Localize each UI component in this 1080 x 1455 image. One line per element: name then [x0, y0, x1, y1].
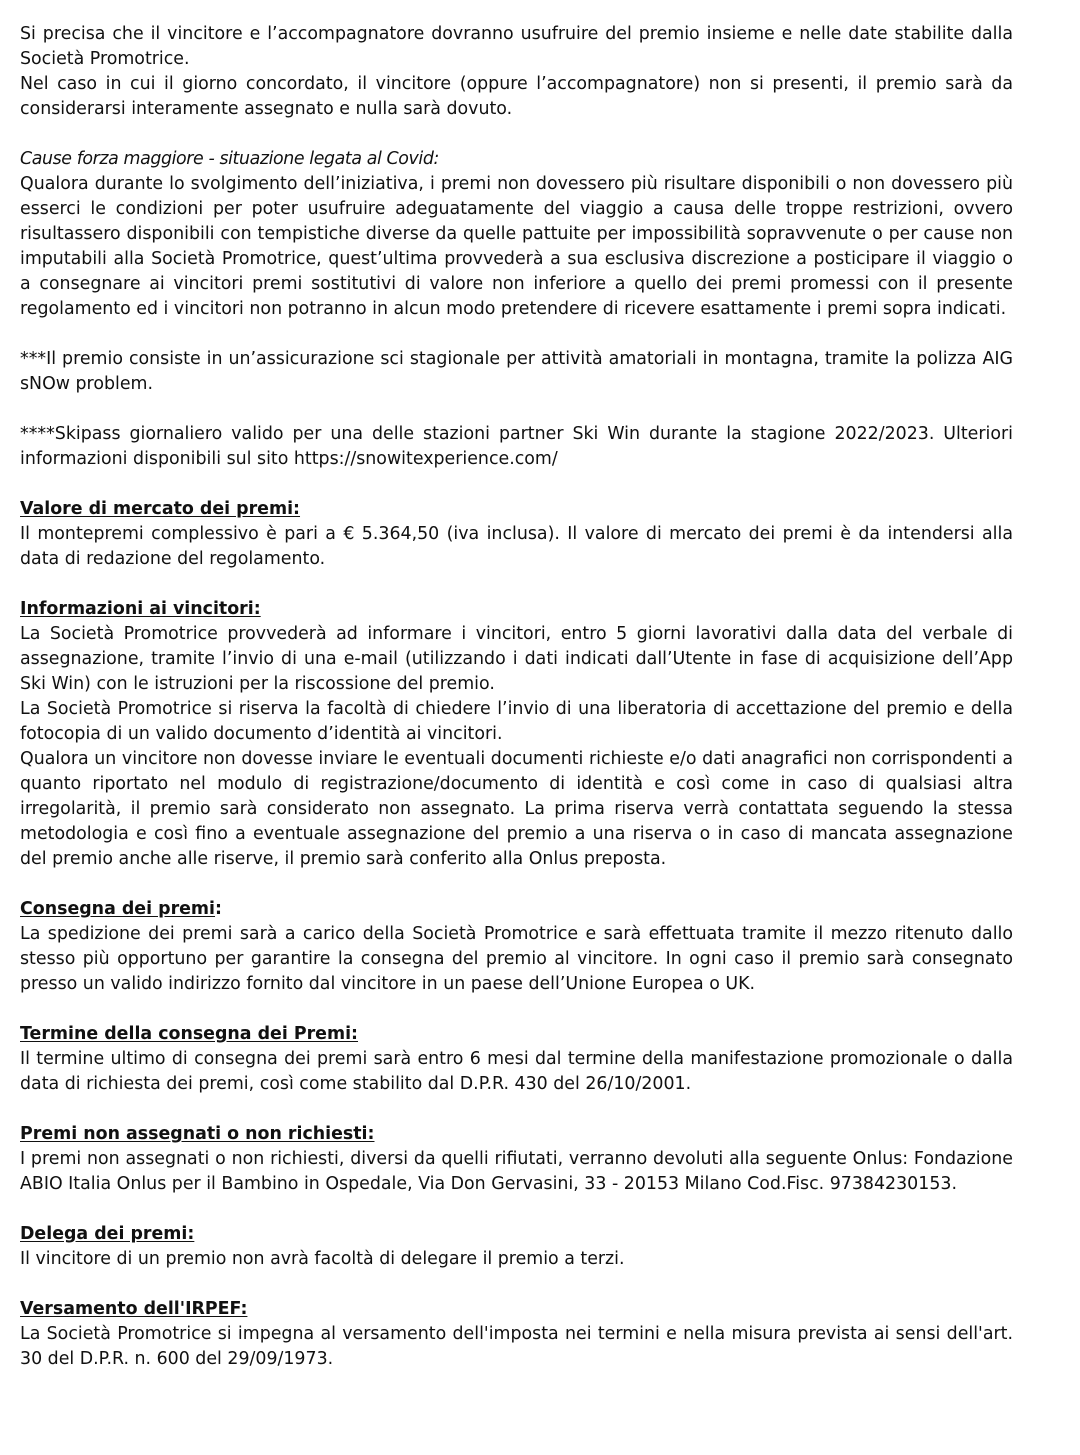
- covid-paragraph: Qualora durante lo svolgimento dell’iniziativa, i premi non dovessero più risultare disponibili o non dovessero più esserci le condizioni per poter usufruire adeguatamente del viaggio a causa delle troppe restrizioni, ovvero risultassero disponibili con tempistiche diverse da quelle pattuite per impossibilità sopravvenute o per cause non imputabili alla Società Promotrice, quest’ultima provvederà a sua esclusiva discrezione a posticipare il viaggio o a consegnare ai vincitori premi sostitutivi di valore non inferiore a quello dei premi promessi con il presente regolamento ed i vincitori non potranno in alcun modo pretendere di ricevere esattamente i premi sopra indicati.: [20, 174, 1013, 319]
- section-heading-delega: Delega dei premi:: [20, 1224, 195, 1244]
- section-irpef-text: La Società Promotrice si impegna al versamento dell'imposta nei termini e nella misura prevista ai sensi dell'art. 30 del D.P.R. n. 600 del 29/09/1973.: [20, 1324, 1013, 1369]
- section-heading-termine: Termine della consegna dei Premi:: [20, 1024, 359, 1044]
- section-informazioni-text-3: Qualora un vincitore non dovesse inviare le eventuali documenti richieste e/o dati anagrafici non corrispondenti a quanto riportato nel modulo di registrazione/documento di identità e così come in caso di qualsiasi altra irregolarità, il premio sarà considerato non assegnato. La prima riserva verrà contattata seguendo la stessa metodologia e così fino a eventuale assegnazione del premio a una riserva o in caso di mancata assegnazione del premio anche alle riserve, il premio sarà conferito alla Onlus preposta.: [20, 749, 1013, 869]
- section-informazioni-text-2: La Società Promotrice si riserva la facoltà di chiedere l’invio di una liberatoria di accettazione del premio e della fotocopia di un valido documento d’identità ai vincitori.: [20, 699, 1013, 744]
- section-heading-non-assegnati: Premi non assegnati o non richiesti:: [20, 1124, 375, 1144]
- section-delega: [20, 1222, 1013, 1247]
- spacer: [20, 1097, 1013, 1122]
- section-heading-irpef: Versamento dell'IRPEF:: [20, 1299, 248, 1319]
- spacer: [20, 1272, 1013, 1297]
- section-termine: [20, 1022, 1013, 1047]
- spacer: [20, 572, 1013, 597]
- section-valore: [20, 497, 1013, 522]
- spacer: [20, 872, 1013, 897]
- covid-title: Cause forza maggiore - situazione legata al Covid:: [20, 149, 439, 169]
- section-informazioni: [20, 597, 1013, 622]
- document-page: [20, 22, 1013, 1372]
- intro-paragraph-1: Si precisa che il vincitore e l’accompagnatore dovranno usufruire del premio insieme e nelle date stabilite dalla Società Promotrice.: [20, 24, 1013, 69]
- spacer: [20, 122, 1013, 147]
- section-valore-text: Il montepremi complessivo è pari a € 5.364,50 (iva inclusa). Il valore di mercato dei premi è da intendersi alla data di redazione del regolamento.: [20, 524, 1013, 569]
- note-quad-star: ****Skipass giornaliero valido per una delle stazioni partner Ski Win durante la stagione 2022/2023. Ulteriori informazioni disponibili sul sito https://snowitexperience.com/: [20, 424, 1013, 469]
- section-non-assegnati: [20, 1122, 1013, 1147]
- section-delega-text: Il vincitore di un premio non avrà facoltà di delegare il premio a terzi.: [20, 1249, 625, 1269]
- section-heading-valore: Valore di mercato dei premi:: [20, 499, 301, 519]
- section-non-assegnati-text: I premi non assegnati o non richiesti, diversi da quelli rifiutati, verranno devoluti alla seguente Onlus: Fondazione ABIO Italia Onlus per il Bambino in Ospedale, Via Don Gervasini, 33 - 20153 Milano Cod.Fisc. 97384230153.: [20, 1149, 1013, 1194]
- intro-paragraph-2: Nel caso in cui il giorno concordato, il vincitore (oppure l’accompagnatore) non si presenti, il premio sarà da considerarsi interamente assegnato e nulla sarà dovuto.: [20, 74, 1013, 119]
- section-informazioni-text-1: La Società Promotrice provvederà ad informare i vincitori, entro 5 giorni lavorativi dalla data del verbale di assegnazione, tramite l’invio di una e-mail (utilizzando i dati indicati dall’Utente in fase di acquisizione dell’App Ski Win) con le istruzioni per la riscossione del premio.: [20, 624, 1013, 694]
- section-heading-informazioni: Informazioni ai vincitori:: [20, 599, 261, 619]
- note-triple-star: ***Il premio consiste in un’assicurazione sci stagionale per attività amatoriali in montagna, tramite la polizza AIG sNOw problem.: [20, 349, 1013, 394]
- spacer: [20, 397, 1013, 422]
- section-heading-consegna-colon: :: [215, 899, 222, 919]
- section-consegna-text: La spedizione dei premi sarà a carico della Società Promotrice e sarà effettuata tramite il mezzo ritenuto dallo stesso più opportuno per garantire la consegna del premio al vincitore. In ogni caso il premio sarà consegnato presso un valido indirizzo fornito dal vincitore in un paese dell’Unione Europea o UK.: [20, 924, 1013, 994]
- section-heading-consegna: Consegna dei premi: [20, 899, 216, 919]
- spacer: [20, 322, 1013, 347]
- section-irpef: [20, 1297, 1013, 1322]
- section-consegna: [20, 897, 1013, 922]
- spacer: [20, 472, 1013, 497]
- section-termine-text: Il termine ultimo di consegna dei premi sarà entro 6 mesi dal termine della manifestazione promozionale o dalla data di richiesta dei premi, così come stabilito dal D.P.R. 430 del 26/10/2001.: [20, 1049, 1013, 1094]
- spacer: [20, 1197, 1013, 1222]
- spacer: [20, 997, 1013, 1022]
